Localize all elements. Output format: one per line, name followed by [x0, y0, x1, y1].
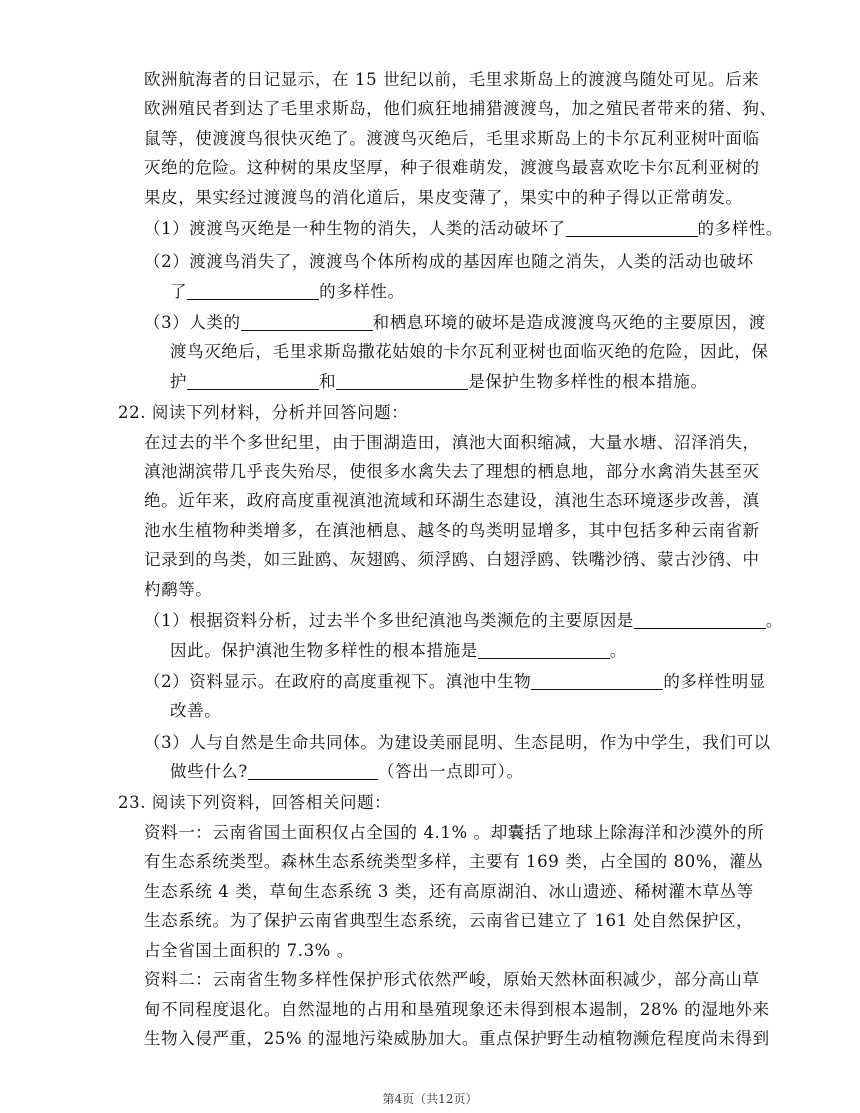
q22-subquestion-3-cont: 做些什么? （答出一点即可）。 [170, 762, 524, 781]
q21-material-line: 欧洲殖民者到达了毛里求斯岛，他们疯狂地捕猎渡渡鸟，加之殖民者带来的猪、狗、 [144, 99, 777, 118]
page-footer: 第4页（共12页） [382, 1092, 478, 1106]
q23-material1-line: 生态系统 4 类，草甸生态系统 3 类，还有高原湖泊、冰山遗迹、稀树灌木草丛等 [144, 882, 754, 901]
q21-material-line: 灭绝的危险。这种树的果皮坚厚，种子很难萌发，渡渡鸟最喜欢吃卡尔瓦利亚树的 [144, 158, 760, 177]
q23-material1-line: 占全省国土面积的 7.3% 。 [144, 941, 354, 960]
q22-subquestion-2: （2）资料显示。在政府的高度重视下。滇池中生物 的多样性明显 [144, 672, 766, 691]
q21-material-line: 果皮，果实经过渡渡鸟的消化道后，果皮变薄了，果实中的种子得以正常萌发。 [144, 188, 743, 207]
q21-subquestion-2-cont: 了 的多样性。 [170, 282, 405, 301]
answer-blank[interactable] [241, 314, 373, 331]
q23-material2-line: 资料二：云南省生物多样性保护形式依然严峻，原始天然林面积减少，部分高山草 [144, 970, 760, 989]
q23-heading: 23. 阅读下列资料，回答相关问题： [118, 793, 392, 812]
q21-subquestion-2: （2）渡渡鸟消失了，渡渡鸟个体所构成的基因库也随之消失，人类的活动也破坏 [144, 252, 754, 271]
q21-subquestion-1: （1）渡渡鸟灭绝是一种生物的消失，人类的活动破坏了 的多样性。 [144, 219, 783, 238]
q22-material-line: 滇池湖滨带几乎丧失殆尽，使很多水禽失去了理想的栖息地，部分水禽消失甚至灭 [144, 462, 760, 481]
q22-material-line: 记录到的鸟类，如三趾鸥、灰翅鸥、须浮鸥、白翅浮鸥、铁嘴沙鸻、蒙古沙鸻、中 [144, 550, 760, 569]
q22-material-line: 绝。近年来，政府高度重视滇池流域和环湖生态建设，滇池生态环境逐步改善，滇 [144, 491, 760, 510]
answer-blank[interactable] [187, 373, 319, 390]
q22-subquestion-1-cont: 因此。保护滇池生物多样性的根本措施是 。 [170, 641, 627, 660]
q23-material1-line: 资料一：云南省国土面积仅占全国的 4.1% 。却囊括了地球上除海洋和沙漠外的所 [144, 823, 765, 842]
answer-blank[interactable] [634, 612, 766, 629]
answer-blank[interactable] [336, 373, 468, 390]
q23-material1-line: 生态系统。为了保护云南省典型生态系统，云南省已建立了 161 处自然保护区， [144, 911, 754, 930]
q22-subquestion-1: （1）根据资料分析，过去半个多世纪滇池鸟类濒危的主要原因是 。 [144, 611, 784, 630]
q21-subquestion-3: （3）人类的 和栖息环境的破坏是造成渡渡鸟灭绝的主要原因，渡 [144, 313, 766, 332]
q22-material-line: 杓鹬等。 [144, 580, 213, 599]
q23-material1-line: 有生态系统类型。森林生态系统类型多样，主要有 169 类，占全国的 80%，灌丛 [144, 852, 764, 871]
answer-blank[interactable] [531, 673, 663, 690]
answer-blank[interactable] [187, 283, 319, 300]
q22-heading: 22. 阅读下列材料，分析并回答问题： [118, 403, 409, 422]
q21-subquestion-3-cont: 渡鸟灭绝后，毛里求斯岛撒花姑娘的卡尔瓦利亚树也面临灭绝的危险，因此，保 [170, 342, 769, 361]
answer-blank[interactable] [478, 642, 610, 659]
q22-material-line: 在过去的半个多世纪里，由于围湖造田，滇池大面积缩减，大量水塘、沼泽消失， [144, 433, 760, 452]
q21-material-line: 欧洲航海者的日记显示，在 15 世纪以前，毛里求斯岛上的渡渡鸟随处可见。后来 [144, 70, 760, 89]
answer-blank[interactable] [566, 220, 698, 237]
q22-subquestion-3: （3）人与自然是生命共同体。为建设美丽昆明、生态昆明，作为中学生，我们可以 [144, 733, 771, 752]
answer-blank[interactable] [248, 763, 378, 780]
q22-subquestion-2-cont: 改善。 [170, 701, 222, 720]
q22-material-line: 池水生植物种类增多，在滇池栖息、越冬的鸟类明显增多，其中包括多种云南省新 [144, 521, 760, 540]
q21-subquestion-3-cont: 护 和 是保护生物多样性的根本措施。 [170, 372, 708, 391]
q21-material-line: 鼠等，使渡渡鸟很快灭绝了。渡渡鸟灭绝后，毛里求斯岛上的卡尔瓦利亚树叶面临 [144, 129, 760, 148]
q23-material2-line: 甸不同程度退化。自然湿地的占用和垦殖现象还未得到根本遏制，28% 的湿地外来 [144, 999, 770, 1019]
q23-material2-line: 生物入侵严重，25% 的湿地污染威胁加大。重点保护野生动植物濒危程度尚未得到 [144, 1029, 770, 1048]
